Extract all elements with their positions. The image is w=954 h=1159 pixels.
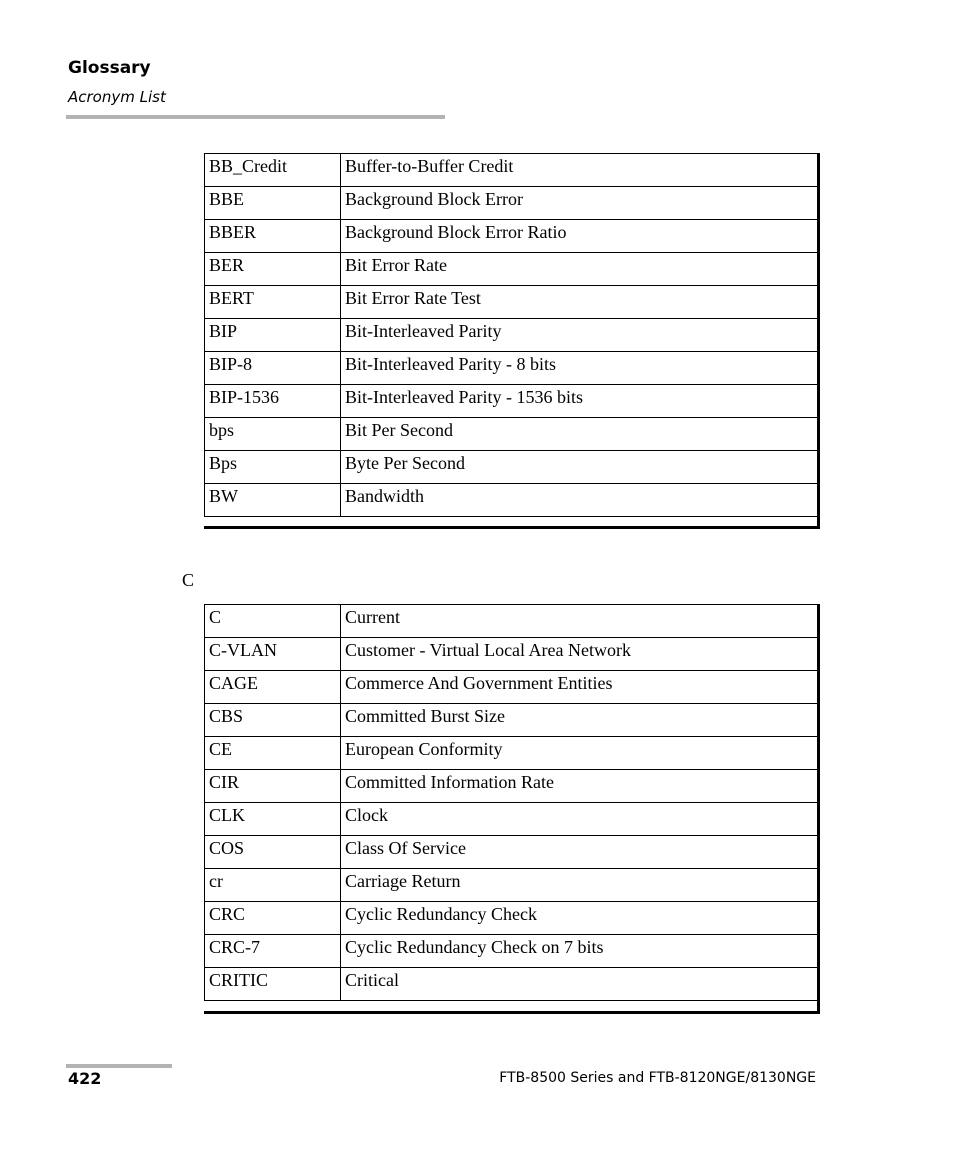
page-header-subtitle: Acronym List [68,88,166,106]
table-row [205,319,820,352]
table-row [205,418,820,451]
page-number: 422 [68,1069,102,1088]
acronym-cell: BER [205,253,341,286]
footer-product-name: FTB-8500 Series and FTB-8120NGE/8130NGE [499,1070,816,1086]
table-row [205,220,820,253]
acronym-cell: CAGE [205,671,341,704]
definition-cell: Cyclic Redundancy Check on 7 bits [341,935,820,968]
table-b-shadow-right [817,153,820,529]
table-c-shadow-right [817,604,820,1014]
definition-cell: Background Block Error Ratio [341,220,820,253]
acronym-cell: COS [205,836,341,869]
definition-cell: Class Of Service [341,836,820,869]
definition-cell: European Conformity [341,737,820,770]
table-row [205,836,820,869]
acronym-cell: BIP-1536 [205,385,341,418]
definition-cell: Buffer-to-Buffer Credit [341,154,820,187]
table-row [205,286,820,319]
acronym-cell: bps [205,418,341,451]
acronym-table-c [204,604,820,1001]
acronym-cell: BW [205,484,341,517]
table-row [205,638,820,671]
acronym-cell: CIR [205,770,341,803]
definition-cell: Background Block Error [341,187,820,220]
definition-cell: Bit Error Rate Test [341,286,820,319]
table-row [205,154,820,187]
acronym-cell: BIP [205,319,341,352]
table-b-shadow-bottom [204,526,820,529]
acronym-cell: BBE [205,187,341,220]
table-row [205,484,820,517]
table-row [205,869,820,902]
definition-cell: Committed Burst Size [341,704,820,737]
acronym-cell: Bps [205,451,341,484]
table-row [205,253,820,286]
definition-cell: Clock [341,803,820,836]
page-header-title: Glossary [68,58,151,78]
table-row [205,352,820,385]
definition-cell: Bit Per Second [341,418,820,451]
table-row [205,968,820,1001]
acronym-cell: CBS [205,704,341,737]
table-c-shadow-bottom [204,1011,820,1014]
footer-divider [66,1064,172,1068]
acronym-cell: BB_Credit [205,154,341,187]
acronym-cell: BERT [205,286,341,319]
table-row [205,902,820,935]
table-row [205,187,820,220]
definition-cell: Current [341,605,820,638]
table-row [205,671,820,704]
table-row [205,704,820,737]
acronym-cell: C [205,605,341,638]
acronym-cell: CLK [205,803,341,836]
table-row [205,770,820,803]
definition-cell: Carriage Return [341,869,820,902]
definition-cell: Customer - Virtual Local Area Network [341,638,820,671]
definition-cell: Bit Error Rate [341,253,820,286]
acronym-cell: CE [205,737,341,770]
acronym-cell: CRC [205,902,341,935]
definition-cell: Bit-Interleaved Parity - 1536 bits [341,385,820,418]
header-divider [66,115,445,119]
definition-cell: Byte Per Second [341,451,820,484]
table-row [205,737,820,770]
table-row [205,605,820,638]
acronym-cell: cr [205,869,341,902]
acronym-cell: BIP-8 [205,352,341,385]
definition-cell: Committed Information Rate [341,770,820,803]
acronym-cell: BBER [205,220,341,253]
table-row [205,935,820,968]
definition-cell: Bandwidth [341,484,820,517]
section-letter-c: C [182,570,195,590]
definition-cell: Bit-Interleaved Parity - 8 bits [341,352,820,385]
table-row [205,803,820,836]
acronym-cell: CRC-7 [205,935,341,968]
acronym-table-b [204,153,820,517]
table-row [205,385,820,418]
acronym-cell: C-VLAN [205,638,341,671]
definition-cell: Cyclic Redundancy Check [341,902,820,935]
definition-cell: Commerce And Government Entities [341,671,820,704]
definition-cell: Bit-Interleaved Parity [341,319,820,352]
definition-cell: Critical [341,968,820,1001]
acronym-cell: CRITIC [205,968,341,1001]
table-row [205,451,820,484]
